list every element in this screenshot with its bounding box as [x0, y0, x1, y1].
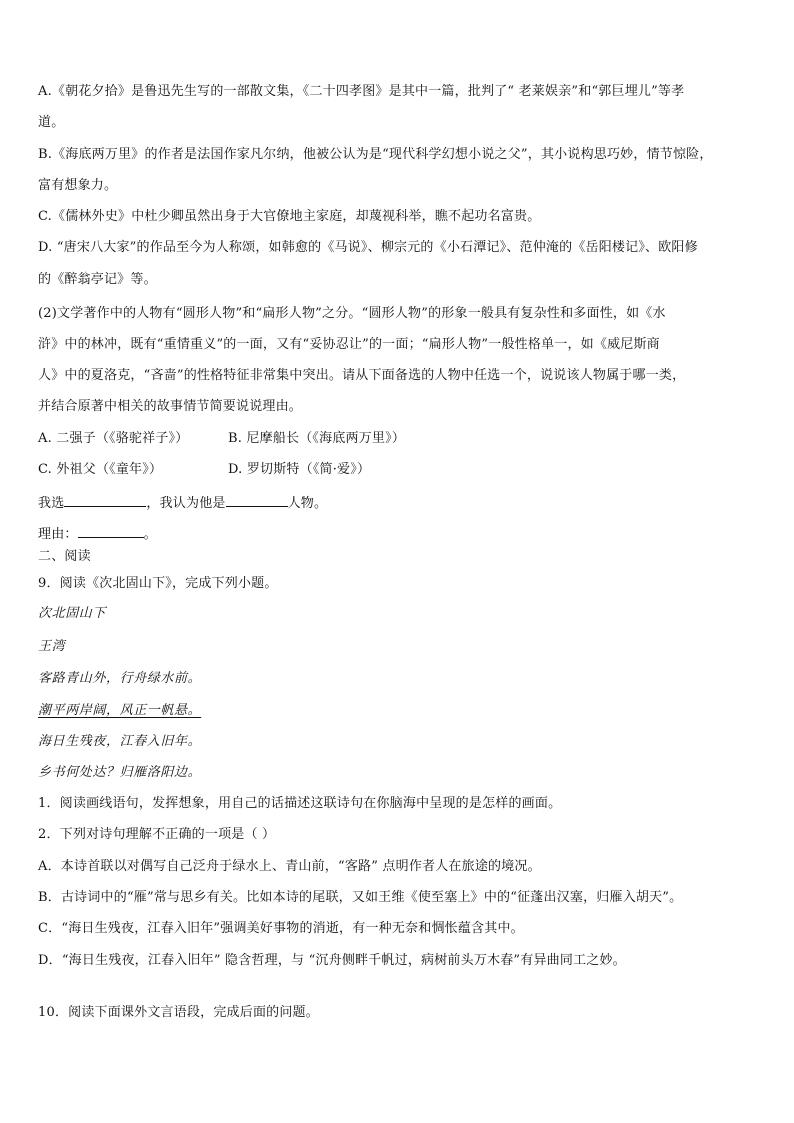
option-c: C.《儒林外史》中杜少卿虽然出身于大官僚地主家庭，却蔑视科举，瞧不起功名富贵。 — [38, 209, 541, 224]
poem-line-4: 乡书何处达？归雁洛阳边。 — [38, 765, 202, 780]
q2-stem-line3: 人》中的夏洛克，“吝啬”的性格特征非常集中突出。请从下面备选的人物中任选一个，说说该人物属于哪一类， — [38, 368, 686, 383]
q2-stem-line4: 并结合原著中相关的故事情节简要说说理由。 — [38, 399, 303, 414]
choice-a: A. 二强子（《骆驼祥子》） — [38, 431, 189, 446]
answer-mid: ，我认为他是 — [146, 496, 226, 511]
answer-blank-type[interactable] — [226, 494, 288, 507]
answer-blank-character[interactable] — [64, 494, 146, 507]
q9-sub2: 2．下列对诗句理解不正确的一项是（ ） — [38, 827, 276, 842]
poem-line-3: 海日生残夜，江春入旧年。 — [38, 734, 202, 749]
option-b-line1: B.《海底两万里》的作者是法国作家凡尔纳，他被公认为是“现代科学幻想小说之父”，其小说构思巧妙，情节惊险， — [38, 147, 713, 162]
answer-suffix: 人物。 — [287, 496, 328, 511]
reason-prefix: 理由： — [38, 527, 78, 542]
q9-option-a: A．本诗首联以对偶写自己泛舟于绿水上、青山前，“客路” 点明作者人在旅途的境况。 — [38, 859, 541, 874]
q9-sub1: 1．阅读画线语句，发挥想象，用自己的话描述这联诗句在你脑海中呈现的是怎样的画面。 — [38, 796, 562, 811]
q9-option-d: D．“海日生残夜，江春入旧年” 隐含哲理，与 “沉舟侧畔千帆过，病树前头万木春”有异曲同工之妙。 — [38, 953, 626, 968]
option-b-line2: 富有想象力。 — [38, 178, 118, 193]
poem-author: 王湾 — [38, 639, 66, 654]
poem-line-1: 客路青山外，行舟绿水前。 — [38, 671, 202, 686]
q2-stem-line2: 浒》中的林冲，既有“重情重义”的一面，又有“妥协忍让”的一面；“扁形人物”一般性格单一，如《威尼斯商 — [38, 337, 660, 352]
option-d-line2: 的《醉翁亭记》等。 — [38, 272, 157, 287]
choice-b: B. 尼摩船长（《海底两万里》） — [228, 431, 406, 446]
reason-line — [38, 525, 157, 543]
q9-title: 9．阅读《次北固山下》，完成下列小题。 — [38, 576, 278, 591]
option-a-line1: A.《朝花夕拾》是鲁迅先生写的一部散文集，《二十四孝图》是其中一篇，批判了“ 老莱娱亲”和“郭巨埋儿”等孝 — [38, 84, 685, 99]
option-a-line2: 道。 — [38, 115, 65, 130]
reason-blank[interactable] — [78, 525, 144, 538]
q9-option-b: B．古诗词中的“雁”常与思乡有关。比如本诗的尾联，又如王维《使至塞上》中的“征蓬出汉塞，归雁入胡天”。 — [38, 890, 683, 905]
section-heading: 二、阅读 — [38, 549, 91, 564]
choice-c: C. 外祖父（《童年》） — [38, 462, 163, 477]
poem-line-2-underlined: 潮平两岸阔，风正一帆悬。 — [38, 703, 202, 718]
q2-stem-line1: (2)文学著作中的人物有“圆形人物”和“扁形人物”之分。“圆形人物”的形象一般具有复杂性和多面性，如《水 — [38, 306, 666, 321]
choice-d: D. 罗切斯特（《简·爱》） — [228, 462, 371, 477]
q9-option-c: C．“海日生残夜，江春入旧年”强调美好事物的消逝，有一种无奈和惆怅蕴含其中。 — [38, 921, 524, 936]
poem-title: 次北固山下 — [38, 606, 107, 621]
reason-suffix: 。 — [143, 527, 157, 542]
answer-prefix: 我选 — [38, 496, 65, 511]
answer-line — [38, 494, 327, 512]
q10-title: 10．阅读下面课外文言语段，完成后面的问题。 — [38, 1005, 319, 1020]
option-d-line1: D. “唐宋八大家”的作品至今为人称颂，如韩愈的《马说》、柳宗元的《小石潭记》、范仲淹的《岳阳楼记》、欧阳修 — [38, 240, 698, 255]
